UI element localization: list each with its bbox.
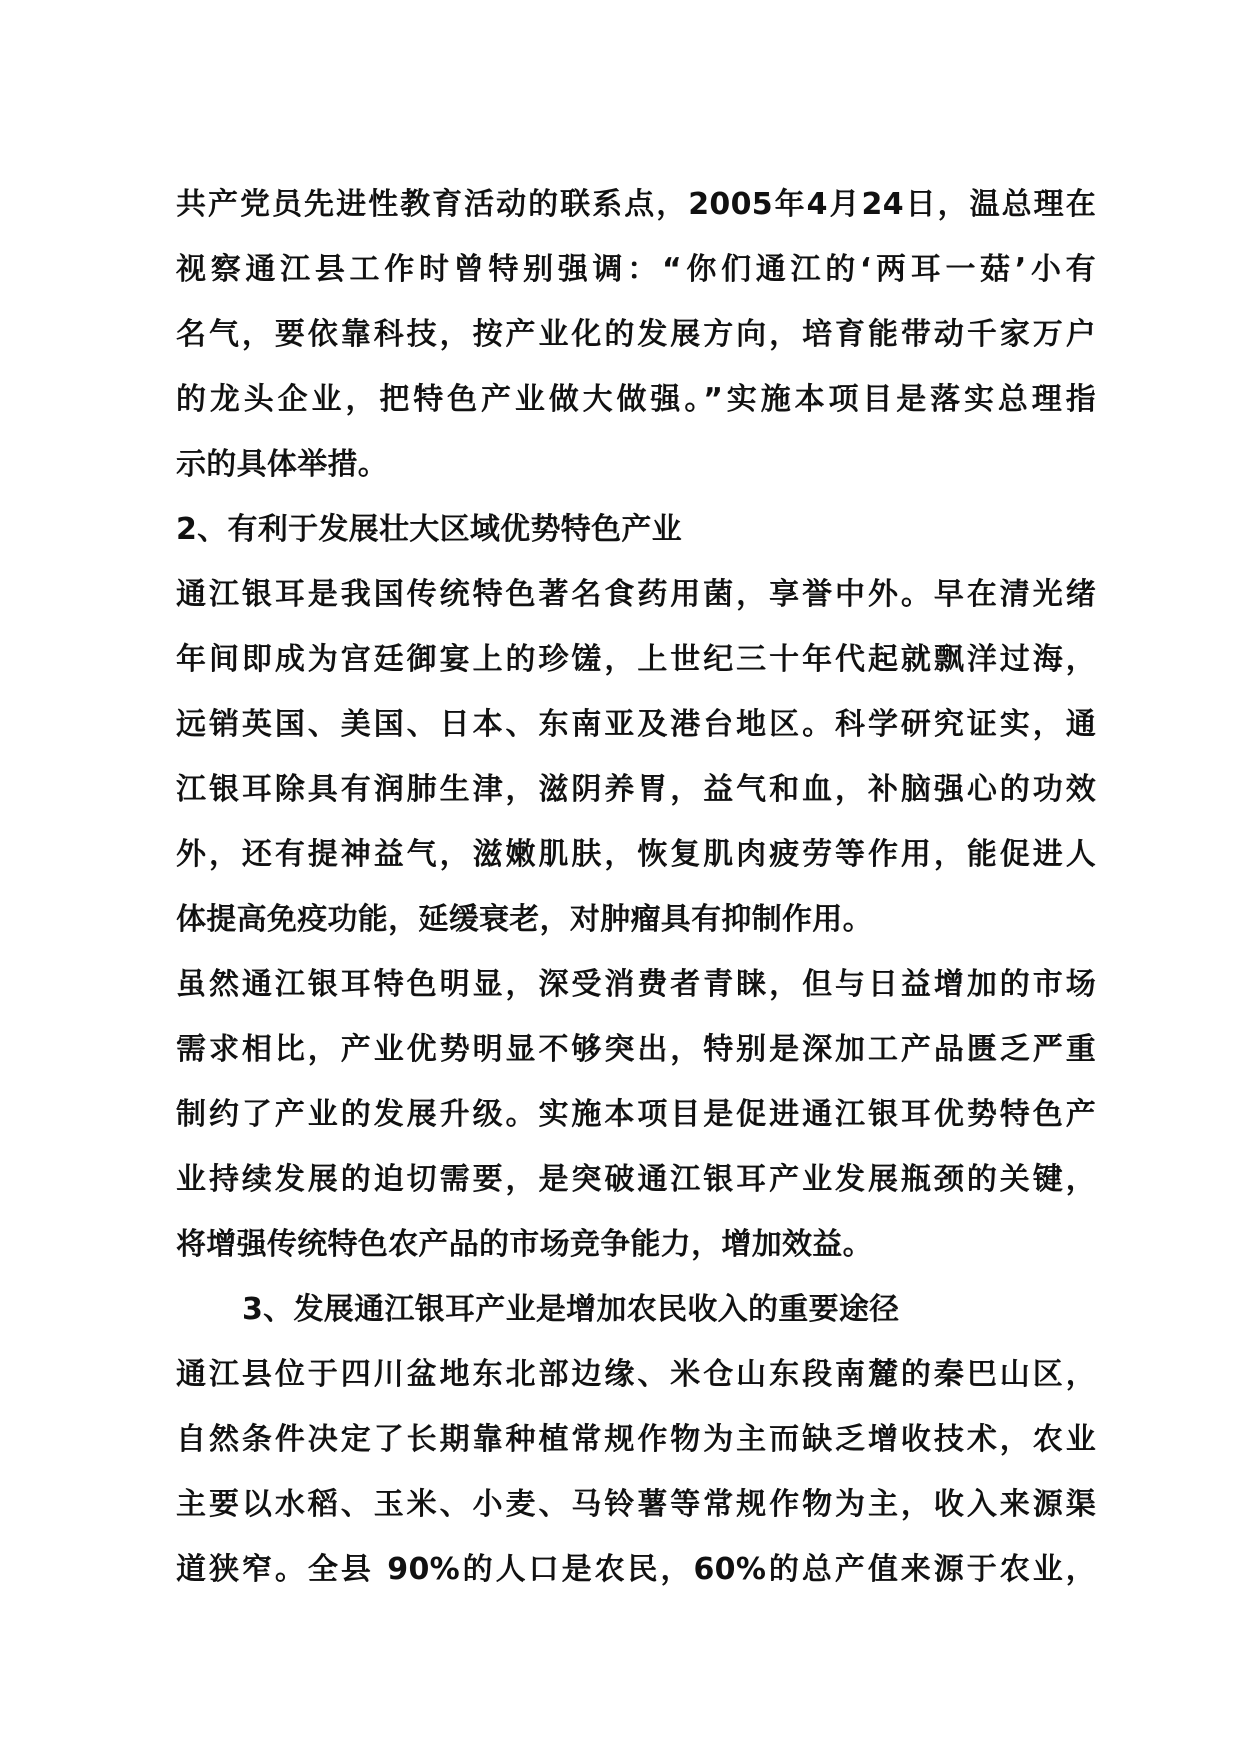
text-line: 的龙头企业，把特色产业做大做强。”实施本项目是落实总理指 <box>176 382 1096 417</box>
text-line: 外，还有提神益气，滋嫩肌肤，恢复肌肉疲劳等作用，能促进人 <box>176 837 1096 872</box>
text-line: 需求相比，产业优势明显不够突出，特别是深加工产品匮乏严重 <box>176 1032 1096 1067</box>
text-line: 视察通江县工作时曾特别强调：“你们通江的‘两耳一菇’小有 <box>176 252 1096 287</box>
text-line: 业持续发展的迫切需要，是突破通江银耳产业发展瓶颈的关键， <box>176 1162 1096 1197</box>
section-heading: 2、有利于发展壮大区域优势特色产业 <box>176 512 682 547</box>
text-line: 名气，要依靠科技，按产业化的发展方向，培育能带动千家万户 <box>176 317 1096 352</box>
text-line: 主要以水稻、玉米、小麦、马铃薯等常规作物为主，收入来源渠 <box>176 1487 1096 1522</box>
text-line: 江银耳除具有润肺生津，滋阴养胃，益气和血，补脑强心的功效 <box>176 772 1096 807</box>
text-line: 自然条件决定了长期靠种植常规作物为主而缺乏增收技术，农业 <box>176 1422 1096 1457</box>
text-line: 通江县位于四川盆地东北部边缘、米仓山东段南麓的秦巴山区， <box>176 1357 1096 1392</box>
section-heading: 3、发展通江银耳产业是增加农民收入的重要途径 <box>242 1292 900 1327</box>
text-line: 年间即成为宫廷御宴上的珍馐，上世纪三十年代起就飘洋过海， <box>176 642 1096 677</box>
text-line: 共产党员先进性教育活动的联系点，2005年4月24日，温总理在 <box>176 187 1096 222</box>
text-line: 将增强传统特色农产品的市场竞争能力，增加效益。 <box>176 1227 873 1262</box>
text-line: 示的具体举措。 <box>176 447 389 482</box>
text-line: 体提高免疫功能，延缓衰老，对肿瘤具有抑制作用。 <box>176 902 873 937</box>
text-line: 远销英国、美国、日本、东南亚及港台地区。科学研究证实，通 <box>176 707 1096 742</box>
text-line: 制约了产业的发展升级。实施本项目是促进通江银耳优势特色产 <box>176 1097 1096 1132</box>
document-body <box>176 172 1096 1602</box>
text-line: 道狭窄。全县 90%的人口是农民，60%的总产值来源于农业， <box>176 1552 1096 1587</box>
text-line: 通江银耳是我国传统特色著名食药用菌，享誉中外。早在清光绪 <box>176 577 1096 612</box>
text-line: 虽然通江银耳特色明显，深受消费者青睐，但与日益增加的市场 <box>176 967 1096 1002</box>
